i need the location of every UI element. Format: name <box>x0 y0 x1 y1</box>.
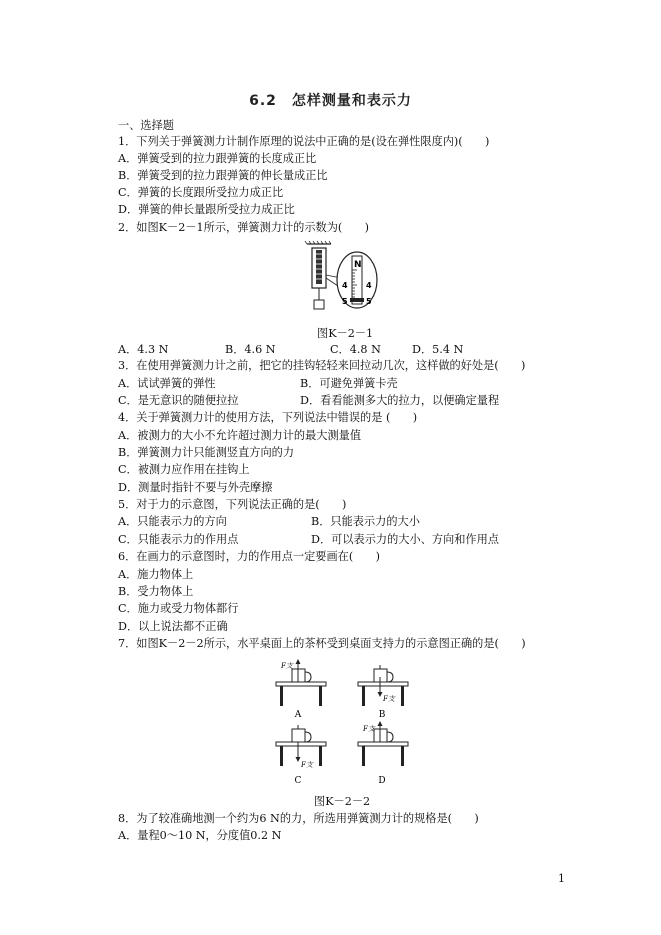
q1-stem: 1．下列关于弹簧测力计制作原理的说法中正确的是(设在弹性限度内)( ) <box>118 135 490 148</box>
q3-option-a: A．试试弹簧的弹性 <box>118 377 216 390</box>
q4-stem: 4．关于弹簧测力计的使用方法，下列说法中错误的是 ( ) <box>118 411 418 424</box>
panel-b <box>358 665 408 720</box>
q1-option-d: D．弹簧的伸长量跟所受拉力成正比 <box>118 203 295 216</box>
section-heading: 一、选择题 <box>118 119 174 132</box>
q5-option-b: B．只能表示力的大小 <box>311 515 420 528</box>
q6-option-b: B．受力物体上 <box>118 585 194 598</box>
panel-b-force-label: F支 <box>383 695 395 703</box>
q7-figure-caption: 图K－2－2 <box>314 795 371 808</box>
scale-tick-5-left: 5 <box>342 297 348 306</box>
q2-option-b: B．4.6 N <box>225 343 276 356</box>
panel-a <box>276 659 326 720</box>
panel-d-force-label: F支 <box>363 725 375 733</box>
scale-tick-5-right: 5 <box>366 297 372 306</box>
q2-option-a: A．4.3 N <box>118 343 169 356</box>
scale-tick-4-right: 4 <box>366 281 372 290</box>
q1-option-b: B．弹簧受到的拉力跟弹簧的伸长量成正比 <box>118 169 328 182</box>
q2-option-d: D．5.4 N <box>412 343 464 356</box>
scale-tick-4-left: 4 <box>342 281 348 290</box>
page-title: 6.2 怎样测量和表示力 <box>249 93 412 109</box>
q2-option-c: C．4.8 N <box>330 343 381 356</box>
q6-option-a: A．施力物体上 <box>118 568 194 581</box>
panel-a-force-label: F支 <box>281 662 293 670</box>
teacup-force-figure <box>270 655 420 790</box>
q6-option-c: C．施力或受力物体都行 <box>118 602 239 615</box>
panel-a-label: A <box>294 710 302 720</box>
panel-d-label: D <box>378 776 386 786</box>
q3-stem: 3．在使用弹簧测力计之前，把它的挂钩轻轻来回拉动几次，这样做的好处是( ) <box>118 359 526 372</box>
q4-option-c: C．被测力应作用在挂钩上 <box>118 463 250 476</box>
page-number: 1 <box>558 872 565 885</box>
panel-c-force-label: F支 <box>301 761 313 769</box>
panel-c-label: C <box>294 776 302 786</box>
q7-stem: 7．如图K－2－2所示，水平桌面上的茶杯受到桌面支持力的示意图正确的是( ) <box>118 637 526 650</box>
q8-option-a: A．量程0～10 N，分度值0.2 N <box>118 829 282 842</box>
q2-figure-caption: 图K－2－1 <box>317 327 374 340</box>
q3-option-d: D．看看能测多大的拉力，以便确定量程 <box>300 394 500 407</box>
q1-option-a: A．弹簧受到的拉力跟弹簧的长度成正比 <box>118 152 317 165</box>
q3-option-b: B．可避免弹簧卡壳 <box>300 377 398 390</box>
pointer <box>350 298 364 302</box>
q1-option-c: C．弹簧的长度跟所受拉力成正比 <box>118 186 284 199</box>
spring-scale-figure <box>295 240 385 320</box>
panel-c <box>276 725 326 786</box>
q4-option-a: A．被测力的大小不允许超过测力计的最大测量值 <box>118 429 362 442</box>
q5-option-d: D．可以表示力的大小、方向和作用点 <box>311 533 499 546</box>
panel-b-label: B <box>378 710 386 720</box>
scale-unit-label: N <box>354 260 362 270</box>
q3-option-c: C．是无意识的随便拉拉 <box>118 394 239 407</box>
q5-option-c: C．只能表示力的作用点 <box>118 533 239 546</box>
q4-option-b: B．弹簧测力计只能测竖直方向的力 <box>118 446 295 459</box>
q6-option-d: D．以上说法都不正确 <box>118 620 228 633</box>
q4-option-d: D．测量时指针不要与外壳摩擦 <box>118 481 273 494</box>
panel-d <box>358 721 408 786</box>
q6-stem: 6．在画力的示意图时，力的作用点一定要画在( ) <box>118 550 380 563</box>
q8-stem: 8．为了较准确地测一个约为6 N的力，所选用弹簧测力计的规格是( ) <box>118 812 479 825</box>
q2-stem: 2．如图K－2－1所示，弹簧测力计的示数为( ) <box>118 221 370 234</box>
q5-option-a: A．只能表示力的方向 <box>118 515 227 528</box>
q5-stem: 5．对于力的示意图，下列说法正确的是( ) <box>118 498 347 511</box>
